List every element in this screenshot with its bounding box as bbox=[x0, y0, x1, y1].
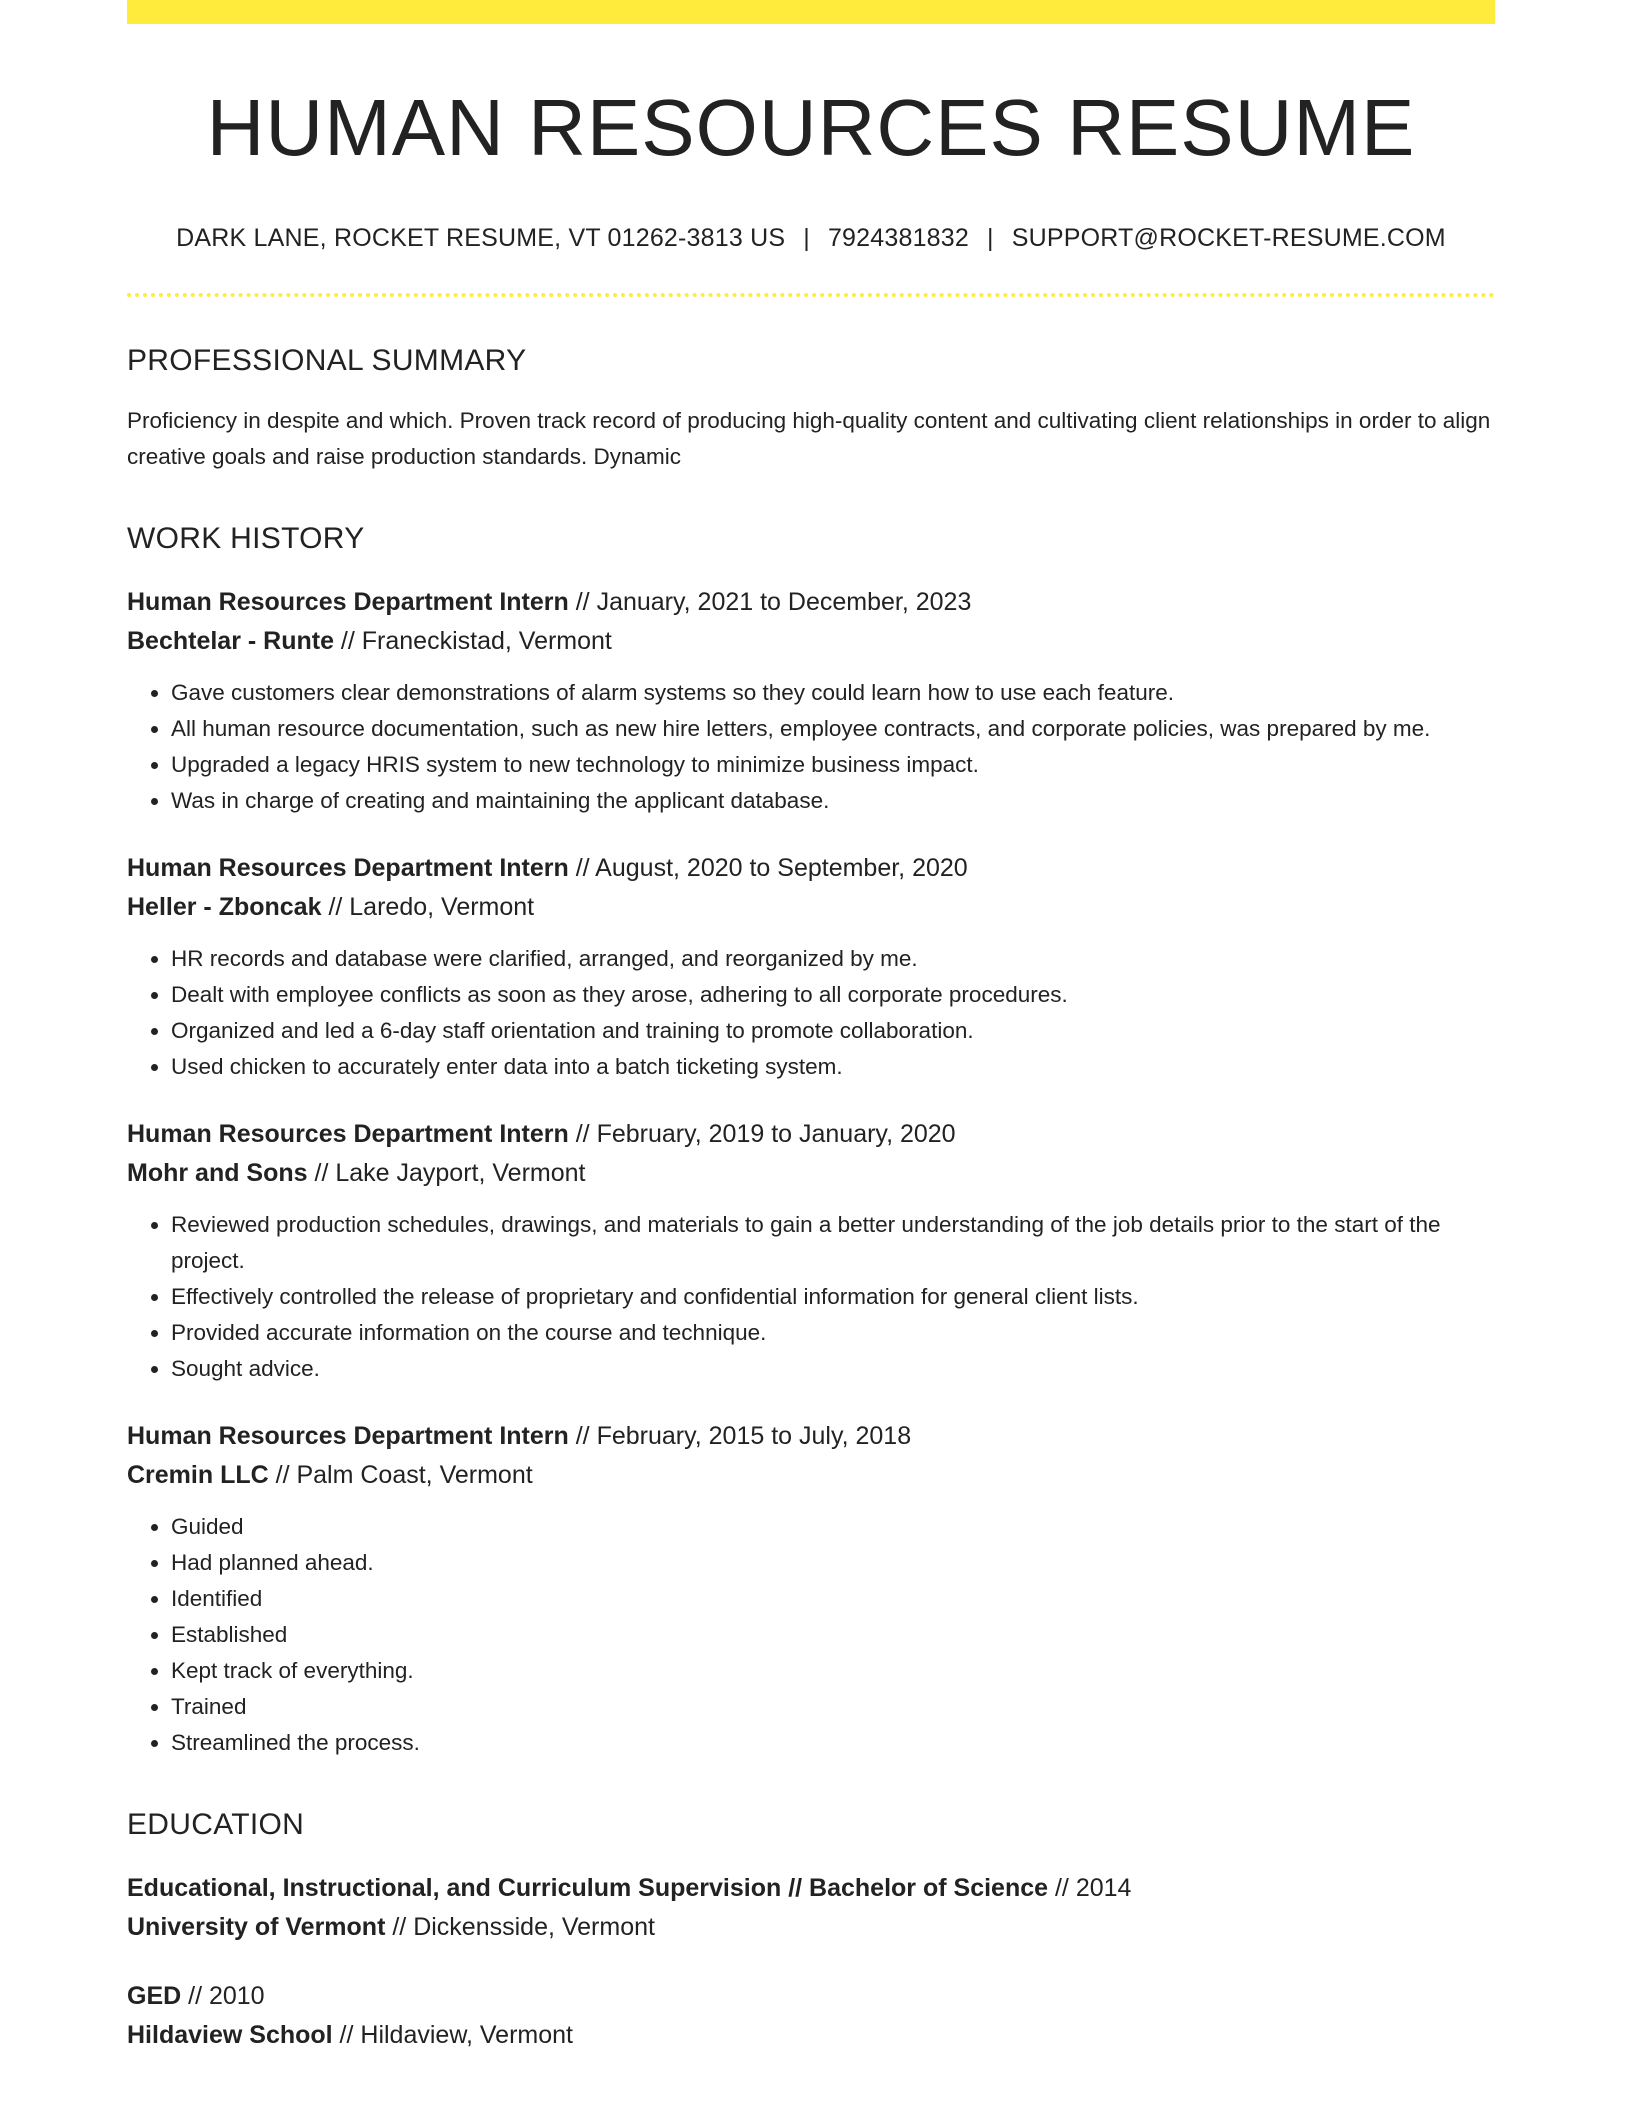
job-title: Human Resources Department Intern bbox=[127, 1120, 569, 1148]
job-location: // Franeckistad, Vermont bbox=[333, 627, 612, 655]
job-dates: // February, 2019 to January, 2020 bbox=[568, 1120, 956, 1148]
job-company-line bbox=[127, 888, 1495, 927]
job-title: Human Resources Department Intern bbox=[127, 1422, 569, 1450]
job-entry bbox=[127, 849, 1495, 1085]
resume-page bbox=[127, 0, 1495, 2055]
contact-line bbox=[127, 223, 1495, 253]
job-company: Cremin LLC bbox=[127, 1461, 269, 1489]
contact-address: DARK LANE, ROCKET RESUME, VT 01262-3813 US bbox=[176, 224, 786, 252]
summary-text: Proficiency in despite and which. Proven track record of producing high-quality content and cultivating client relationships in order to align creative goals and raise production standards. Dynamic bbox=[127, 408, 1491, 469]
job-bullet: • All human resource documentation, such as new hire letters, employee contracts, and corporate policies, was prepared by me. bbox=[171, 711, 1495, 747]
resume-title: HUMAN RESOURCES RESUME bbox=[206, 83, 1416, 172]
job-bullet: • Gave customers clear demonstrations of alarm systems so they could learn how to use each feature. bbox=[171, 675, 1495, 711]
job-company: Mohr and Sons bbox=[127, 1159, 308, 1187]
education-entry bbox=[127, 1869, 1495, 1947]
education-school: University of Vermont bbox=[127, 1913, 386, 1941]
job-bullet: • Trained bbox=[171, 1689, 1495, 1725]
education-school: Hildaview School bbox=[127, 2021, 333, 2049]
education-degree: Educational, Instructional, and Curriculum Supervision // Bachelor of Science bbox=[127, 1874, 1049, 1902]
job-bullet: • Provided accurate information on the course and technique. bbox=[171, 1315, 1495, 1351]
education-degree-line bbox=[127, 1869, 1495, 1908]
job-bullet: • Dealt with employee conflicts as soon as they arose, adhering to all corporate procedures. bbox=[171, 977, 1495, 1013]
job-bullet: • Identified bbox=[171, 1581, 1495, 1617]
education-school-line bbox=[127, 1908, 1495, 1947]
job-bullets bbox=[127, 1509, 1495, 1761]
job-title-line bbox=[127, 1417, 1495, 1456]
job-bullets bbox=[127, 675, 1495, 819]
job-title: Human Resources Department Intern bbox=[127, 854, 569, 882]
contact-separator: | bbox=[803, 224, 810, 252]
job-list bbox=[127, 583, 1495, 1761]
job-entry bbox=[127, 583, 1495, 819]
education-section bbox=[127, 1807, 1495, 2055]
job-bullet: • Guided bbox=[171, 1509, 1495, 1545]
job-bullet: • Was in charge of creating and maintaining the applicant database. bbox=[171, 783, 1495, 819]
education-heading: EDUCATION bbox=[127, 1808, 305, 1841]
job-location: // Laredo, Vermont bbox=[321, 893, 535, 921]
job-title-line bbox=[127, 583, 1495, 622]
top-accent-bar bbox=[127, 0, 1495, 24]
education-year: // 2010 bbox=[181, 1982, 265, 2010]
job-bullet: • Sought advice. bbox=[171, 1351, 1495, 1387]
job-bullet: • Upgraded a legacy HRIS system to new technology to minimize business impact. bbox=[171, 747, 1495, 783]
job-bullet: • Reviewed production schedules, drawings, and materials to gain a better understanding of the job details prior to the start of the project. bbox=[171, 1207, 1495, 1279]
work-history-section bbox=[127, 521, 1495, 1761]
education-location: // Dickensside, Vermont bbox=[385, 1913, 655, 1941]
job-bullet: • Streamlined the process. bbox=[171, 1725, 1495, 1761]
job-company-line bbox=[127, 1154, 1495, 1193]
job-bullet: • Kept track of everything. bbox=[171, 1653, 1495, 1689]
education-school-line bbox=[127, 2016, 1495, 2055]
job-bullet: • HR records and database were clarified, arranged, and reorganized by me. bbox=[171, 941, 1495, 977]
job-dates: // January, 2021 to December, 2023 bbox=[568, 588, 972, 616]
job-company-line bbox=[127, 622, 1495, 661]
work-history-heading: WORK HISTORY bbox=[127, 522, 365, 555]
job-location: // Lake Jayport, Vermont bbox=[307, 1159, 586, 1187]
job-dates: // August, 2020 to September, 2020 bbox=[568, 854, 968, 882]
job-entry bbox=[127, 1417, 1495, 1761]
job-company: Bechtelar - Runte bbox=[127, 627, 334, 655]
job-company: Heller - Zboncak bbox=[127, 893, 322, 921]
education-degree: GED bbox=[127, 1982, 182, 2010]
dotted-divider bbox=[127, 293, 1495, 297]
job-title-line bbox=[127, 1115, 1495, 1154]
job-title-line bbox=[127, 849, 1495, 888]
job-bullet: • Established bbox=[171, 1617, 1495, 1653]
education-year: // 2014 bbox=[1048, 1874, 1132, 1902]
education-list bbox=[127, 1869, 1495, 2055]
job-company-line bbox=[127, 1456, 1495, 1495]
summary-heading: PROFESSIONAL SUMMARY bbox=[127, 344, 527, 377]
education-location: // Hildaview, Vermont bbox=[332, 2021, 573, 2049]
job-location: // Palm Coast, Vermont bbox=[268, 1461, 533, 1489]
job-bullets bbox=[127, 1207, 1495, 1387]
job-bullet: • Used chicken to accurately enter data into a batch ticketing system. bbox=[171, 1049, 1495, 1085]
contact-separator: | bbox=[987, 224, 994, 252]
education-entry bbox=[127, 1977, 1495, 2055]
contact-email: SUPPORT@ROCKET-RESUME.COM bbox=[1011, 224, 1446, 252]
job-bullets bbox=[127, 941, 1495, 1085]
education-degree-line bbox=[127, 1977, 1495, 2016]
job-bullet: • Effectively controlled the release of proprietary and confidential information for general client lists. bbox=[171, 1279, 1495, 1315]
job-bullet: • Had planned ahead. bbox=[171, 1545, 1495, 1581]
contact-phone: 7924381832 bbox=[827, 224, 969, 252]
job-dates: // February, 2015 to July, 2018 bbox=[568, 1422, 912, 1450]
job-entry bbox=[127, 1115, 1495, 1387]
job-title: Human Resources Department Intern bbox=[127, 588, 569, 616]
job-bullet: • Organized and led a 6-day staff orientation and training to promote collaboration. bbox=[171, 1013, 1495, 1049]
summary-section bbox=[127, 343, 1495, 475]
